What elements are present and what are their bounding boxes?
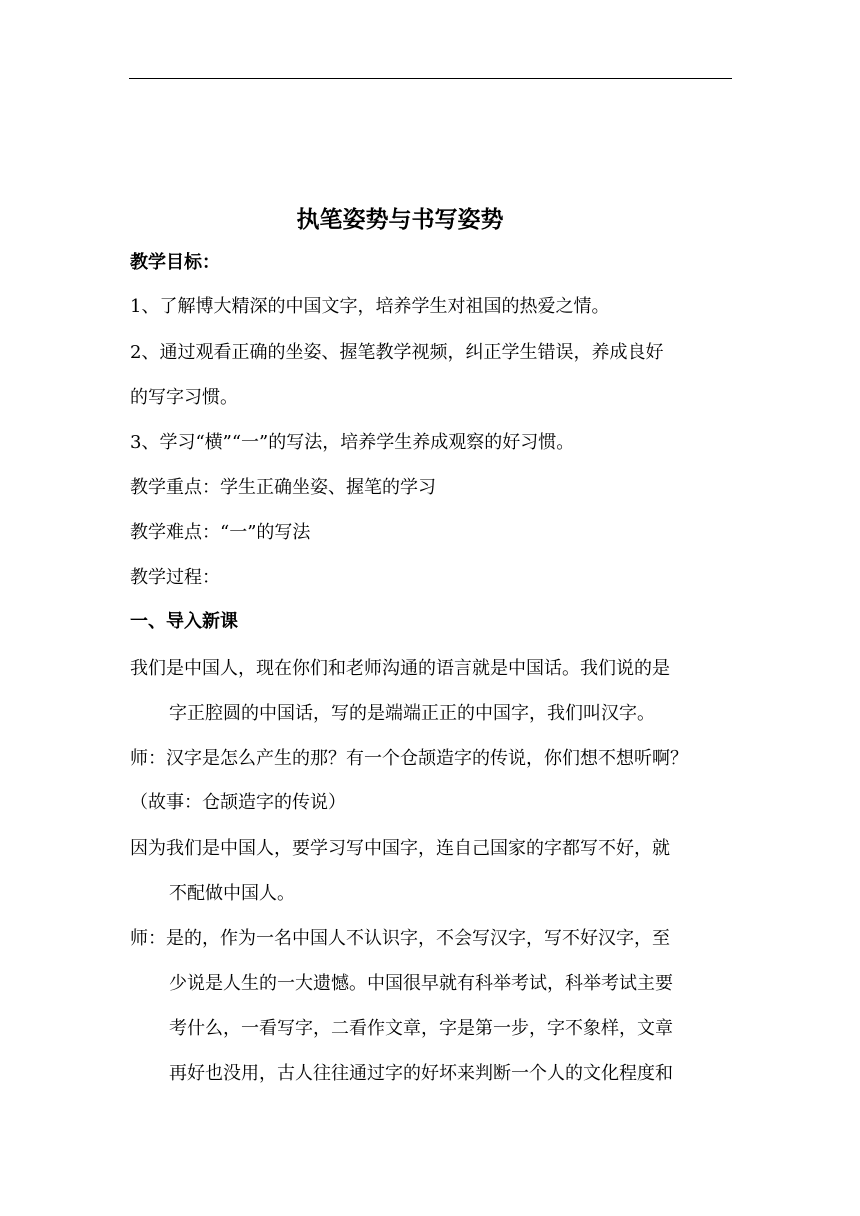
objective-1: 1、了解博大精深的中国文字，培养学生对祖国的热爱之情。 (130, 296, 610, 317)
difficulty: 教学难点：“一”的写法 (130, 522, 311, 543)
paragraph-3: （故事：仓颉造字的传说） (130, 792, 346, 813)
paragraph-5-line-3: 考什么，一看写字，二看作文章，字是第一步，字不象样，文章 (169, 1018, 673, 1039)
objective-2-line-1: 2、通过观看正确的坐姿、握笔教学视频，纠正学生错误，养成良好 (130, 342, 664, 363)
paragraph-5-line-2: 少说是人生的一大遗憾。中国很早就有科举考试，科举考试主要 (169, 973, 673, 994)
header-rule (129, 78, 732, 79)
objectives-heading: 教学目标： (130, 252, 220, 273)
paragraph-4-line-2: 不配做中国人。 (169, 883, 295, 904)
section-1-heading: 一、导入新课 (130, 611, 238, 632)
paragraph-5-line-1: 师：是的，作为一名中国人不认识字，不会写汉字，写不好汉字，至 (130, 928, 670, 949)
paragraph-5-line-4: 再好也没用，古人往往通过字的好坏来判断一个人的文化程度和 (169, 1063, 673, 1084)
paragraph-1-line-2: 字正腔圆的中国话，写的是端端正正的中国字，我们叫汉字。 (169, 703, 655, 724)
paragraph-4-line-1: 因为我们是中国人，要学习写中国字，连自己国家的字都写不好，就 (130, 838, 670, 859)
page-title: 执笔姿势与书写姿势 (296, 207, 504, 233)
objective-3: 3、学习“横”“一”的写法，培养学生养成观察的好习惯。 (130, 432, 575, 453)
key-point: 教学重点：学生正确坐姿、握笔的学习 (130, 477, 436, 498)
paragraph-2: 师：汉字是怎么产生的那？有一个仓颉造字的传说，你们想不想听啊？ (130, 748, 688, 769)
paragraph-1-line-1: 我们是中国人，现在你们和老师沟通的语言就是中国话。我们说的是 (130, 658, 670, 679)
process-heading: 教学过程： (130, 567, 220, 588)
objective-2-line-2: 的写字习惯。 (130, 387, 238, 408)
